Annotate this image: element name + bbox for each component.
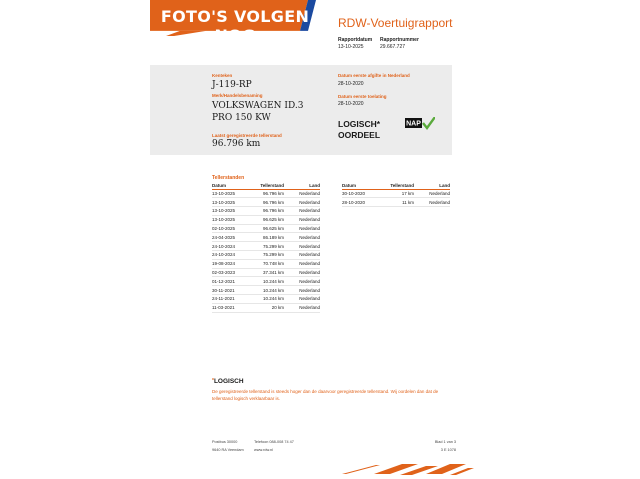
- first-admission-label: Datum eerste toelating: [338, 94, 387, 99]
- cell-reading: 17 km: [386, 189, 414, 198]
- make-line2: PRO 150 KW: [212, 113, 271, 123]
- judgement-line2: OORDEEL: [338, 130, 381, 140]
- cell-date: 24-10-2024: [212, 242, 256, 251]
- cell-reading: 96.625 km: [256, 215, 284, 224]
- cell-country: Nederland: [414, 189, 450, 198]
- table-row: [212, 242, 320, 251]
- judgement-line1: LOGISCH*: [338, 119, 381, 129]
- nap-logo-icon: [405, 117, 435, 130]
- odometer-label: Laatst geregistreerde tellerstand: [212, 133, 282, 138]
- readings-table-right: [342, 182, 450, 207]
- cell-date: 13-10-2025: [212, 215, 256, 224]
- table-header: [342, 182, 450, 189]
- cell-date: 28-10-2020: [342, 198, 386, 207]
- cell-date: 01-12-2021: [212, 277, 256, 286]
- footer-city: 9640 RA Veendam: [212, 448, 244, 452]
- judgement: [338, 119, 380, 141]
- report-date-label: Rapportdatum: [338, 37, 373, 43]
- cell-date: 13-10-2025: [212, 189, 256, 198]
- cell-date: 13-10-2025: [212, 198, 256, 207]
- cell-country: Nederland: [284, 198, 320, 207]
- footer-code: 3 E 1078: [440, 448, 456, 452]
- cell-reading: 75.299 km: [256, 242, 284, 251]
- cell-reading: 96.625 km: [256, 224, 284, 233]
- cell-reading: 10.244 km: [256, 295, 284, 304]
- cell-country: Nederland: [284, 233, 320, 242]
- first-nl-value: 28-10-2020: [338, 81, 364, 87]
- cell-date: 02-03-2023: [212, 268, 256, 277]
- check-icon: [423, 117, 435, 128]
- rdw-stripes-icon: [342, 462, 474, 476]
- table-row: [212, 189, 320, 198]
- banner-text: FOTO'S VOLGEN NOG: [160, 7, 310, 45]
- report-number-label: Rapportnummer: [380, 37, 419, 43]
- cell-country: Nederland: [284, 268, 320, 277]
- col-reading: Tellerstand: [256, 182, 284, 189]
- table-row: [212, 303, 320, 312]
- cell-reading: 86.189 km: [256, 233, 284, 242]
- cell-reading: 70.748 km: [256, 259, 284, 268]
- table-row: [212, 277, 320, 286]
- cell-date: 13-10-2025: [212, 207, 256, 216]
- footnote-text: De geregistreerde tellerstand is steeds hoger dan de daarvoor geregistreerde tellerstand. Wij oordelen dan dat de tellerstand logisch verklaarbaar is.: [212, 389, 439, 401]
- cell-country: Nederland: [284, 303, 320, 312]
- cell-country: Nederland: [284, 286, 320, 295]
- footnote-star: *: [212, 378, 214, 384]
- cell-country: Nederland: [414, 198, 450, 207]
- cell-country: Nederland: [284, 295, 320, 304]
- plate-label: Kenteken: [212, 73, 233, 78]
- table-row: [212, 233, 320, 242]
- readings-table-left: [212, 182, 320, 313]
- make-label: Merk/Handelsbenaming: [212, 93, 263, 98]
- cell-reading: 10.244 km: [256, 286, 284, 295]
- cell-country: Nederland: [284, 277, 320, 286]
- col-country: Land: [284, 182, 320, 189]
- cell-country: Nederland: [284, 251, 320, 260]
- footer-website: www.rdw.nl: [254, 448, 273, 452]
- footnote-title-text: LOGISCH: [213, 378, 244, 385]
- make-line1: VOLKSWAGEN ID.3: [212, 101, 304, 111]
- report-title: RDW-Voertuigrapport: [338, 16, 453, 30]
- cell-reading: 96.796 km: [256, 207, 284, 216]
- cell-date: 24-04-2025: [212, 233, 256, 242]
- col-country: Land: [414, 182, 450, 189]
- readings-title: Tellerstanden: [212, 175, 245, 181]
- cell-date: 24-10-2024: [212, 251, 256, 260]
- first-admission-value: 28-10-2020: [338, 101, 364, 107]
- cell-country: Nederland: [284, 207, 320, 216]
- cell-date: 19-08-2024: [212, 259, 256, 268]
- report-number-value: 29.667.727: [380, 44, 406, 50]
- table-row: [212, 295, 320, 304]
- cell-date: 30-10-2020: [342, 189, 386, 198]
- table-row: [212, 207, 320, 216]
- footer-postbus: Postbus 30000: [212, 440, 238, 444]
- cell-date: 30-11-2021: [212, 286, 256, 295]
- col-date: Datum: [212, 182, 256, 189]
- cell-reading: 20 km: [256, 303, 284, 312]
- cell-country: Nederland: [284, 242, 320, 251]
- table-row: [212, 268, 320, 277]
- table-row: [212, 224, 320, 233]
- footnote-title: [212, 378, 244, 385]
- table-row: [342, 198, 450, 207]
- footer-page: Blad 1 van 3: [434, 440, 456, 444]
- report-date-value: 13-10-2025: [338, 44, 364, 50]
- footer-phone: Telefoon 088-008 74 47: [254, 440, 294, 444]
- cell-reading: 96.796 km: [256, 198, 284, 207]
- table-header: [212, 182, 320, 189]
- cell-date: 02-10-2025: [212, 224, 256, 233]
- cell-reading: 10.244 km: [256, 277, 284, 286]
- cell-reading: 96.796 km: [256, 189, 284, 198]
- nap-logo-text: NAP: [406, 120, 421, 128]
- plate-value: J-119-RP: [212, 80, 252, 90]
- col-date: Datum: [342, 182, 386, 189]
- first-nl-label: Datum eerste afgifte in Nederland: [338, 73, 410, 78]
- table-row: [342, 189, 450, 198]
- cell-date: 24-11-2021: [212, 295, 256, 304]
- cell-country: Nederland: [284, 224, 320, 233]
- odometer-value: 96.796 km: [212, 139, 261, 149]
- cell-country: Nederland: [284, 215, 320, 224]
- cell-country: Nederland: [284, 259, 320, 268]
- table-row: [212, 286, 320, 295]
- cell-reading: 37.341 km: [256, 268, 284, 277]
- cell-country: Nederland: [284, 189, 320, 198]
- col-reading: Tellerstand: [386, 182, 414, 189]
- table-row: [212, 215, 320, 224]
- table-row: [212, 251, 320, 260]
- cell-reading: 75.299 km: [256, 251, 284, 260]
- cell-reading: 11 km: [386, 198, 414, 207]
- cell-date: 11-03-2021: [212, 303, 256, 312]
- table-row: [212, 198, 320, 207]
- table-row: [212, 259, 320, 268]
